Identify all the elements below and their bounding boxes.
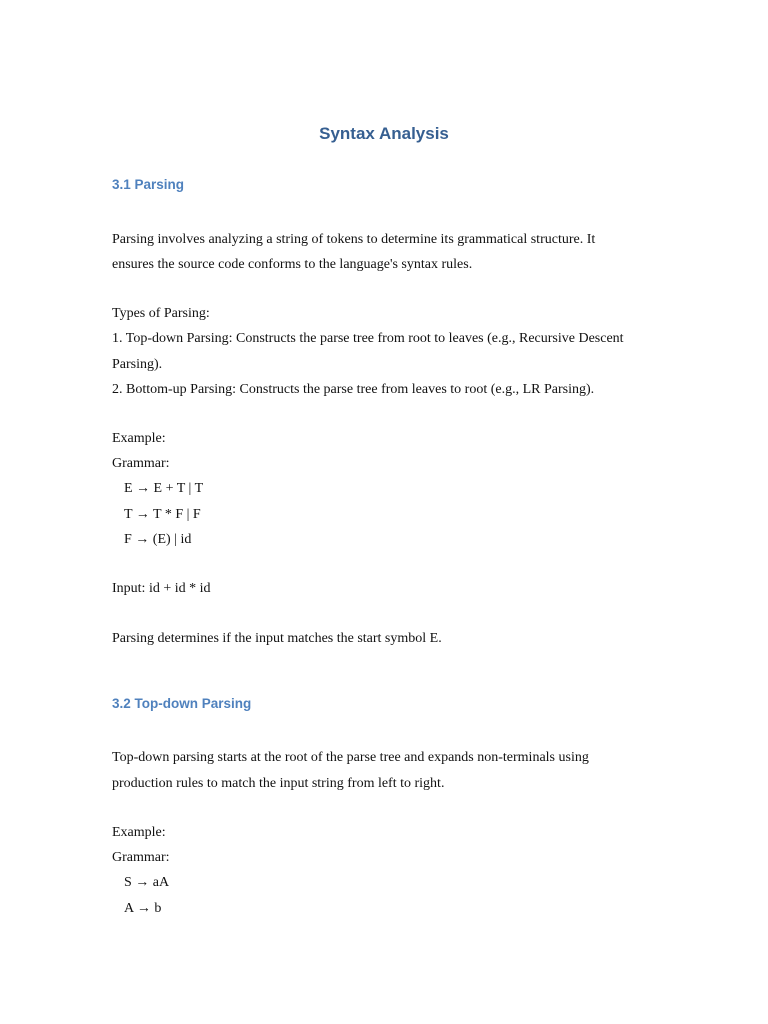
grammar-rule: T → T * F | F	[124, 507, 201, 522]
parsing-type-item: 2. Bottom-up Parsing: Constructs the parse tree from leaves to root (e.g., LR Parsing).	[112, 382, 595, 397]
grammar-rule: A → b	[124, 901, 162, 916]
parsing-type-item: Parsing).	[112, 357, 163, 372]
paragraph-line: ensures the source code conforms to the language's syntax rules.	[112, 257, 473, 272]
grammar-rule: E → E + T | T	[124, 481, 204, 496]
paragraph-line: production rules to match the input string from left to right.	[112, 776, 445, 791]
grammar-label: Grammar:	[112, 456, 170, 471]
section-heading-top-down-parsing: 3.2 Top-down Parsing	[112, 696, 252, 711]
types-label: Types of Parsing:	[112, 306, 210, 321]
grammar-label: Grammar:	[112, 850, 170, 865]
example-label: Example:	[112, 431, 166, 446]
example-label: Example:	[112, 825, 166, 840]
input-line: Input: id + id * id	[112, 581, 211, 596]
paragraph-line: Parsing involves analyzing a string of tokens to determine its grammatical structure. It	[112, 232, 596, 247]
grammar-rule: S → aA	[124, 875, 170, 890]
paragraph-line: Top-down parsing starts at the root of the parse tree and expands non-terminals using	[112, 750, 589, 765]
grammar-rule: F → (E) | id	[124, 532, 192, 547]
section-heading-parsing: 3.1 Parsing	[112, 177, 185, 192]
conclusion-line: Parsing determines if the input matches the start symbol E.	[112, 631, 442, 646]
page-title: Syntax Analysis	[319, 124, 449, 143]
parsing-type-item: 1. Top-down Parsing: Constructs the parse tree from root to leaves (e.g., Recursive Descent	[112, 331, 624, 346]
